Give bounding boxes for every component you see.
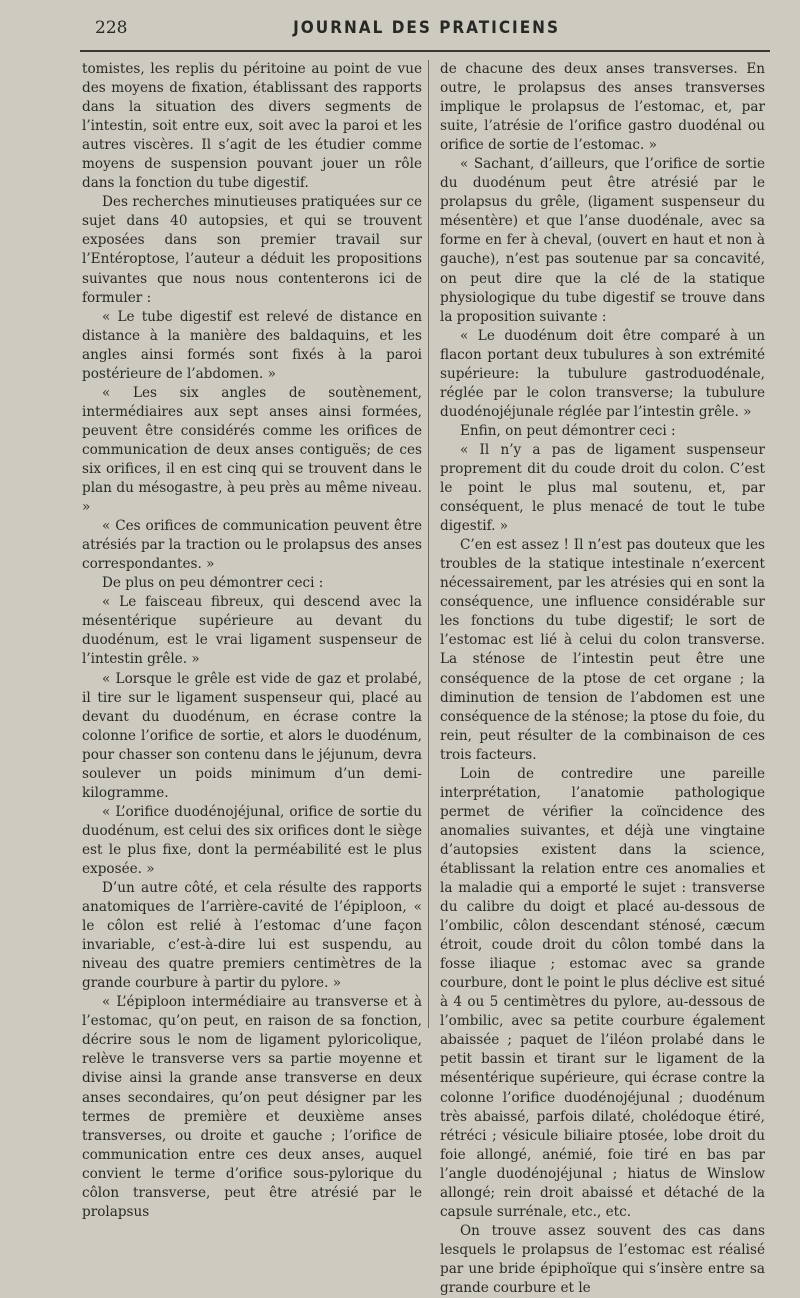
page-header	[95, 18, 770, 42]
paragraph: « Lorsque le grêle est vide de gaz et prolabé, il tire sur le ligament suspenseur qui, placé au devant du duodénum, en écrase contre la colonne l’orifice de sortie, et alors le duodénum, pour chasser son contenu dans le jéjunum, devra soulever un poids minimum d’un demi-kilogramme.	[82, 670, 422, 801]
paragraph: De plus on peu démontrer ceci :	[102, 575, 324, 592]
paragraph: Des recherches minutieuses pratiquées sur ce sujet dans 40 autopsies, et qui se trouvent exposées dans son premier travail sur l’Entéroptose, l’auteur a déduit les propositions suivantes que nous nous contenterons ici de formuler :	[82, 194, 422, 306]
paragraph: « L’épiploon intermédiaire au transverse et à l’estomac, qu’on peut, en raison de sa fonction, décrire sous le nom de ligament pyloricolique, relève le transverse vers sa partie moyenne et divise ainsi la grande anse transverse en deux anses secondaires, qu’on peut désigner par les termes de première et deuxième anses transverses, ou droite et gauche ; l’orifice de communication entre ces deux anses, auquel convient le terme d’orifice sous-pylorique du côlon transverse, peut être atrésié par le prolapsus	[82, 994, 422, 1220]
column-divider	[428, 60, 429, 1028]
paragraph: « Sachant, d’ailleurs, que l’orifice de sortie du duodénum peut être atrésié par le prolapsus du grêle, (ligament suspenseur du mésentère) et que l’anse duodénale, avec sa forme en fer à cheval, (ouvert en haut et non à gauche), n’est pas soutenue par sa concavité, on peut dire que la clé de la statique physiologique du tube digestif se trouve dans la proposition suivante :	[440, 156, 765, 325]
paragraph: tomistes, les replis du péritoine au point de vue des moyens de fixation, établissant des rapports dans la situation des divers segments de l’intestin, soit entre eux, soit avec la paroi et les autres viscères. Il s’agit de les étudier comme moyens de suspension pouvant jouer un rôle dans la fonction du tube digestif.	[82, 61, 422, 192]
paragraph: « Les six angles de soutènement, intermédiaires aux sept anses ainsi formées, peuvent être considérés comme les orifices de communication de deux anses contiguës; de ces six orifices, il en est cinq qui se trouvent dans le plan du mésogastre, à peu près au même niveau. »	[82, 384, 422, 516]
page-number: 228	[95, 18, 128, 38]
journal-title: JOURNAL DES PRATICIENS	[293, 18, 560, 38]
left-column	[82, 60, 422, 1222]
paragraph: Enfin, on peut démontrer ceci :	[460, 422, 676, 439]
paragraph: « Il n’y a pas de ligament suspenseur proprement dit du coude droit du colon. C’est le point le plus mal soutenu, et, par conséquent, le plus menacé de tout le tube digestif. »	[440, 441, 765, 535]
paragraph: « L’orifice duodénojéjunal, orifice de sortie du duodénum, est celui des six orifices dont le siège est le plus fixe, dont la perméabilité est le plus exposée. »	[82, 803, 422, 877]
paragraph: de chacune des deux anses transverses. En outre, le prolapsus des anses transverses implique le prolapsus de l’estomac, et, par suite, l’atrésie de l’orifice gastro duodénal ou orifice de sortie de l’estomac. »	[440, 61, 765, 154]
paragraph: « Ces orifices de communication peuvent être atrésiés par la traction ou le prolapsus des anses correspondantes. »	[82, 518, 422, 573]
paragraph: D’un autre côté, et cela résulte des rapports anatomiques de l’arrière-cavité de l’épiploon, « le côlon est relié à l’estomac d’une façon invariable, c’est-à-dire lui est suspendu, au niveau des quatre premiers centimètres de la grande courbure à partir du pylore. »	[82, 880, 422, 992]
right-column	[440, 60, 765, 1298]
header-rule	[80, 50, 770, 52]
paragraph: « Le duodénum doit être comparé à un flacon portant deux tubulures à son extrémité supérieure: la tubulure gastroduodénale, réglée par le colon transverse; la tubulure duodénojéjunale réglée par l’intestin grêle. »	[440, 327, 765, 420]
paragraph: « Le faisceau fibreux, qui descend avec la mésentérique supérieure au devant du duodénum, est le vrai ligament suspenseur de l’intestin grêle. »	[82, 594, 422, 668]
paragraph: Loin de contredire une pareille interprétation, l’anatomie pathologique permet de vérifier la coïncidence des anomalies suivantes, et déjà une vingtaine d’autopsies existent dans la science, établissant la relation entre ces anomalies et la maladie qui a emporté le sujet : transverse du calibre du doigt et placé au-dessous de l’ombilic, côlon descendant sténosé, cæcum étroit, coude droit du côlon tombé dans la fosse iliaque ; estomac avec sa grande courbure, dont le point le plus déclive est situé à 4 ou 5 centimètres du pylore, au-dessous de l’ombilic, avec sa petite courbure également abaissée ; paquet de l’iléon prolabé dans le petit bassin et tirant sur le ligament de la mésentérique supérieure, qui écrase contre la colonne l’orifice duodénojéjunal ; duodénum très abaissé, parfois dilaté, cholédoque étiré, rétréci ; vésicule biliaire ptosée, lobe droit du foie allongé, anémié, foie tiré en bas par l’angle duodénojéjunal ; hiatus de Winslow allongé; rein droit abaissé et détaché de la capsule surrénale, etc., etc.	[440, 765, 765, 1220]
paragraph: C’en est assez ! Il n’est pas douteux que les troubles de la statique intestinale n’exercent nécessairement, par les atrésies qui en sont la conséquence, une influence considérable sur les fonctions du tube digestif; le sort de l’estomac est lié à celui du colon transverse. La sténose de l’intestin peut être une conséquence de la ptose de cet organe ; la diminution de tension de l’abdomen est une conséquence de la sténose; la ptose du foie, du rein, peut résulter de la combinaison de ces trois facteurs.	[440, 537, 765, 763]
paragraph: « Le tube digestif est relevé de distance en distance à la manière des baldaquins, et les angles ainsi formés sont fixés à la paroi postérieure de l’abdomen. »	[82, 308, 422, 382]
paragraph: On trouve assez souvent des cas dans lesquels le prolapsus de l’estomac est réalisé par une bride épiphoïque qui s’insère entre sa grande courbure et le	[440, 1222, 765, 1296]
